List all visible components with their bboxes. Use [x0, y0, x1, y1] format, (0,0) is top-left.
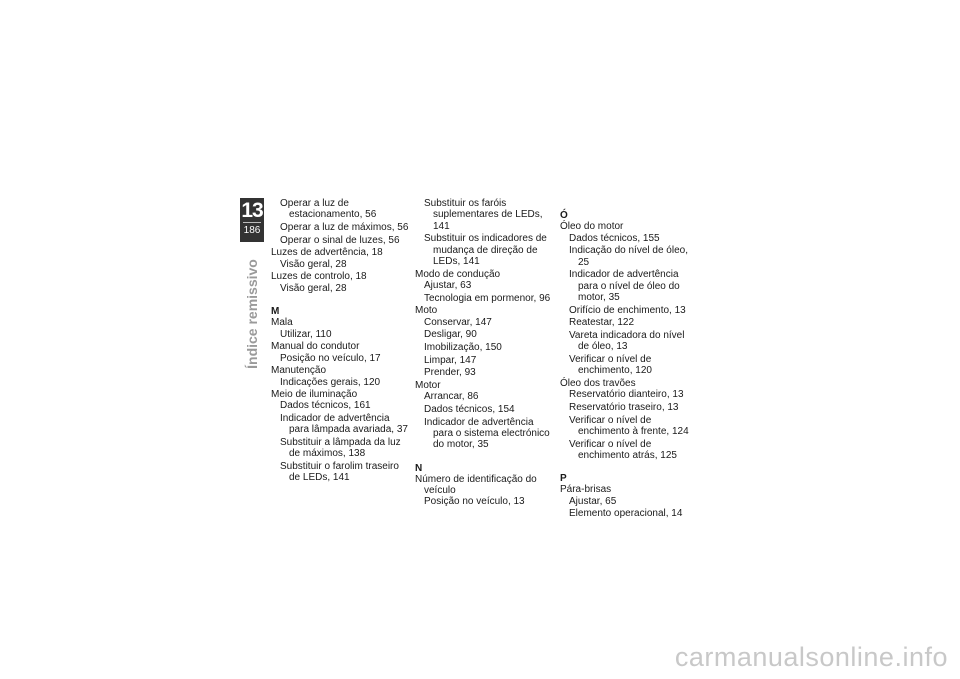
index-subentry: Substituir os indicadores de mudança de direção de LEDs, 141	[424, 233, 547, 267]
index-term: Manual do condutor	[271, 341, 360, 353]
index-subentry: Reservatório traseiro, 13	[569, 401, 679, 413]
index-subentry: Visão geral, 28	[280, 258, 347, 270]
index-subentries	[415, 391, 553, 450]
index-column-3	[560, 198, 698, 521]
watermark-text: carmanualsonline.info	[674, 642, 948, 672]
index-subentry: Operar o sinal de luzes, 56	[280, 234, 400, 246]
index-subentries	[560, 233, 698, 377]
index-subentries	[271, 283, 409, 294]
index-subentry: Verificar o nível de enchimento atrás, 125	[569, 438, 677, 461]
index-letter-heading: P	[560, 473, 567, 485]
index-entry	[415, 380, 553, 451]
page-number: 186	[243, 225, 261, 236]
continued-subentries	[415, 198, 553, 267]
index-term: Motor	[415, 379, 441, 391]
index-subentry: Desligar, 90	[424, 329, 477, 341]
index-entry	[415, 305, 553, 378]
index-column-2	[415, 198, 553, 509]
index-letter-heading: Ó	[560, 210, 568, 221]
index-subentry: Substituir os faróis suplementares de LEDs, 141	[424, 198, 543, 232]
chapter-badge	[240, 198, 264, 242]
index-entry	[271, 341, 409, 364]
index-entry	[560, 484, 698, 519]
index-subentry: Conservar, 147	[424, 316, 492, 328]
index-term: Luzes de advertência, 18	[271, 247, 383, 259]
index-subentry: Vareta indicadora do nível de óleo, 13	[569, 329, 685, 353]
index-subentries	[415, 317, 553, 379]
index-subentry: Dados técnicos, 154	[424, 403, 515, 415]
index-subentry: Posição no veículo, 17	[280, 352, 381, 364]
index-subentry: Operar a luz de estacionamento, 56	[280, 198, 377, 221]
index-subentry: Dados técnicos, 161	[280, 400, 371, 412]
index-subentries	[415, 280, 553, 304]
index-subentry: Indicações gerais, 120	[280, 376, 381, 388]
index-entry	[271, 365, 409, 388]
index-subentries	[560, 389, 698, 461]
index-entry	[271, 389, 409, 484]
index-subentry: Imobilização, 150	[424, 341, 502, 353]
index-subentry: Tecnologia em pormenor, 96	[424, 292, 551, 304]
index-subentry: Reservatório dianteiro, 13	[569, 389, 684, 401]
index-subentries	[271, 329, 409, 340]
index-letter-heading: M	[271, 305, 280, 317]
index-subentries	[560, 496, 698, 520]
index-term: Número de identificação do veículo	[415, 473, 537, 497]
index-subentry: Substituir o farolim traseiro de LEDs, 141	[280, 461, 399, 484]
index-term: Luzes de controlo, 18	[271, 271, 367, 283]
index-term: Mala	[271, 317, 293, 329]
index-subentry: Indicador de advertência para o sistema electrónico do motor, 35	[424, 416, 550, 451]
index-subentries	[271, 353, 409, 364]
index-subentry: Verificar o nível de enchimento, 120	[569, 353, 652, 377]
index-entry	[271, 247, 409, 270]
index-entry	[415, 269, 553, 304]
index-subentries	[271, 400, 409, 483]
index-subentry: Indicador de advertência para lâmpada avariada, 37	[280, 413, 408, 436]
index-term: Modo de condução	[415, 268, 501, 280]
index-subentry: Elemento operacional, 14	[569, 508, 683, 520]
index-entry	[560, 221, 698, 376]
index-entry	[271, 317, 409, 340]
index-subentry: Indicação do nível de óleo, 25	[569, 245, 688, 268]
index-subentry: Ajustar, 63	[424, 279, 472, 291]
index-subentry: Orifício de enchimento, 13	[569, 304, 686, 316]
index-subentry: Substituir a lâmpada da luz de máximos, 138	[280, 437, 401, 460]
index-subentry: Prender, 93	[424, 367, 476, 379]
chapter-divider	[243, 222, 261, 223]
index-term: Meio de iluminação	[271, 389, 358, 401]
index-subentry: Operar a luz de máximos, 56	[280, 221, 409, 233]
index-subentry: Reatestar, 122	[569, 317, 635, 329]
continued-subentries	[271, 198, 409, 246]
index-term: Manutenção	[271, 365, 327, 377]
index-subentry: Utilizar, 110	[280, 328, 332, 340]
index-entry	[560, 378, 698, 461]
index-entry	[271, 271, 409, 294]
index-subentry: Limpar, 147	[424, 354, 477, 366]
index-column-1	[271, 198, 409, 485]
index-term: Moto	[415, 305, 438, 317]
index-subentry: Ajustar, 65	[569, 495, 617, 507]
index-letter-heading: N	[415, 462, 423, 474]
index-subentry: Dados técnicos, 155	[569, 232, 660, 244]
section-title: Índice remissivo	[244, 259, 260, 369]
chapter-number: 13	[241, 199, 263, 222]
index-subentry: Arrancar, 86	[424, 391, 479, 403]
index-subentry: Indicador de advertência para o nível de óleo do motor, 35	[569, 269, 680, 303]
index-term: Óleo dos travões	[560, 377, 636, 389]
index-subentries	[271, 377, 409, 388]
index-term: Óleo do motor	[560, 221, 624, 233]
index-subentries	[271, 259, 409, 270]
index-term: Pára-brisas	[560, 484, 612, 496]
index-subentry: Verificar o nível de enchimento à frente, 124	[569, 414, 689, 437]
index-subentry: Posição no veículo, 13	[424, 496, 525, 508]
index-entry	[415, 474, 553, 508]
index-subentries	[415, 496, 553, 507]
index-subentry: Visão geral, 28	[280, 282, 347, 294]
